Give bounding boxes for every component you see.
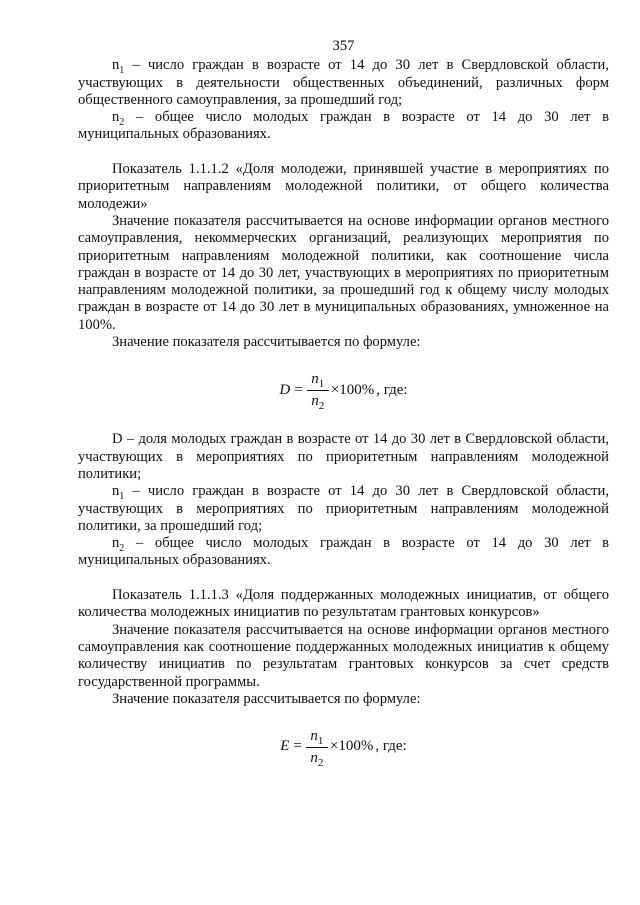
- indicator-1-1-1-2-description: Значение показателя рассчитывается на основе информации органов местного самоуправления, некоммерческих организаций, реализующих мероприятия по приоритетным направлениям молодежной политики, как соотношение числа граждан в возрасте от 14 до 30 лет, участвующих в мероприятиях по приоритетным направлениям молодежной политики, за прошедший год к общему числу молодых граждан в возрасте от 14 до 30 лет в муниципальных образованиях, умноженное на 100%.: [78, 212, 609, 333]
- formula-tail: , где:: [376, 381, 408, 398]
- definition-n2-civic: [78, 109, 609, 144]
- formula-multiplier: ×100%: [330, 381, 375, 398]
- formula-denominator: [309, 392, 326, 411]
- spacer: [78, 144, 609, 161]
- formula-numerator: [308, 727, 325, 746]
- fraction-bar: [307, 390, 329, 391]
- denominator-symbol: n: [311, 392, 319, 409]
- n2-text: – общее число молодых граждан в возрасте от 14 до 30 лет в муниципальных образованиях.: [78, 535, 609, 569]
- n1-subscript: 1: [119, 491, 125, 503]
- denominator-subscript: 2: [318, 399, 325, 412]
- numerator-symbol: n: [310, 727, 318, 744]
- formula-fraction: [306, 727, 328, 768]
- definition-n1-events: [78, 483, 609, 535]
- indicator-1-1-1-2-formula-intro: Значение показателя рассчитывается по формуле:: [112, 334, 421, 351]
- n1-symbol: n: [112, 483, 120, 500]
- formula-denominator: [308, 749, 325, 768]
- indicator-1-1-1-3-formula-intro: Значение показателя рассчитывается по формуле:: [112, 690, 421, 707]
- formula-e: [78, 716, 609, 778]
- formula-tail: , где:: [375, 738, 407, 755]
- document-page: [78, 38, 609, 788]
- definition-n2-events: [78, 535, 609, 570]
- n1-subscript: 1: [119, 65, 125, 77]
- n1-text: – число граждан в возрасте от 14 до 30 лет в Свердловской области, участвующих в деятельности общественных объединений, различных форм общественного самоуправления, за прошедший год;: [78, 57, 609, 108]
- n2-subscript: 2: [119, 117, 125, 129]
- formula-variable: E: [280, 738, 290, 755]
- formula-fraction: [307, 370, 329, 411]
- formula-d: [78, 359, 609, 421]
- indicator-1-1-1-2-title: Показатель 1.1.1.2 «Доля молодежи, принявшей участие в мероприятиях по приоритетным направлениям молодежной политики, от общего количества молодежи»: [78, 161, 609, 212]
- indicator-1-1-1-3-title: Показатель 1.1.1.3 «Доля поддержанных молодежных инициатив, от общего количества молодежных инициатив по результатам грантовых конкурсов»: [78, 587, 609, 621]
- denominator-symbol: n: [310, 749, 318, 766]
- indicator-1-1-1-3-description: Значение показателя рассчитывается на основе информации органов местного самоуправления как соотношение поддержанных молодежных инициатив к общему количеству инициатив по результатам грантовых конкурсов за счет средств государственной программы.: [78, 621, 609, 690]
- formula-equals: =: [293, 738, 302, 755]
- formula-numerator: [309, 370, 326, 389]
- definition-n1-civic: [78, 57, 609, 109]
- formula-equals: =: [294, 381, 303, 398]
- formula-multiplier: ×100%: [329, 738, 374, 755]
- n1-text: – число граждан в возрасте от 14 до 30 лет в Свердловской области, участвующих в мероприятиях по приоритетным направлениям молодежной политики, за прошедший год;: [78, 483, 609, 534]
- formula-variable: D: [279, 381, 291, 398]
- n2-symbol: n: [112, 109, 120, 126]
- fraction-bar: [306, 747, 328, 748]
- numerator-subscript: 1: [317, 734, 324, 747]
- n1-symbol: n: [112, 57, 120, 74]
- n2-subscript: 2: [119, 543, 125, 555]
- definition-d: D – доля молодых граждан в возрасте от 14 до 30 лет в Свердловской области, участвующих в мероприятиях по приоритетным направлениям молодежной политики;: [78, 431, 609, 482]
- numerator-symbol: n: [311, 370, 319, 387]
- numerator-subscript: 1: [318, 377, 325, 390]
- spacer: [78, 570, 609, 587]
- n2-text: – общее число молодых граждан в возрасте от 14 до 30 лет в муниципальных образованиях.: [78, 109, 609, 143]
- denominator-subscript: 2: [317, 756, 324, 769]
- page-number: 357: [332, 38, 355, 54]
- n2-symbol: n: [112, 535, 120, 552]
